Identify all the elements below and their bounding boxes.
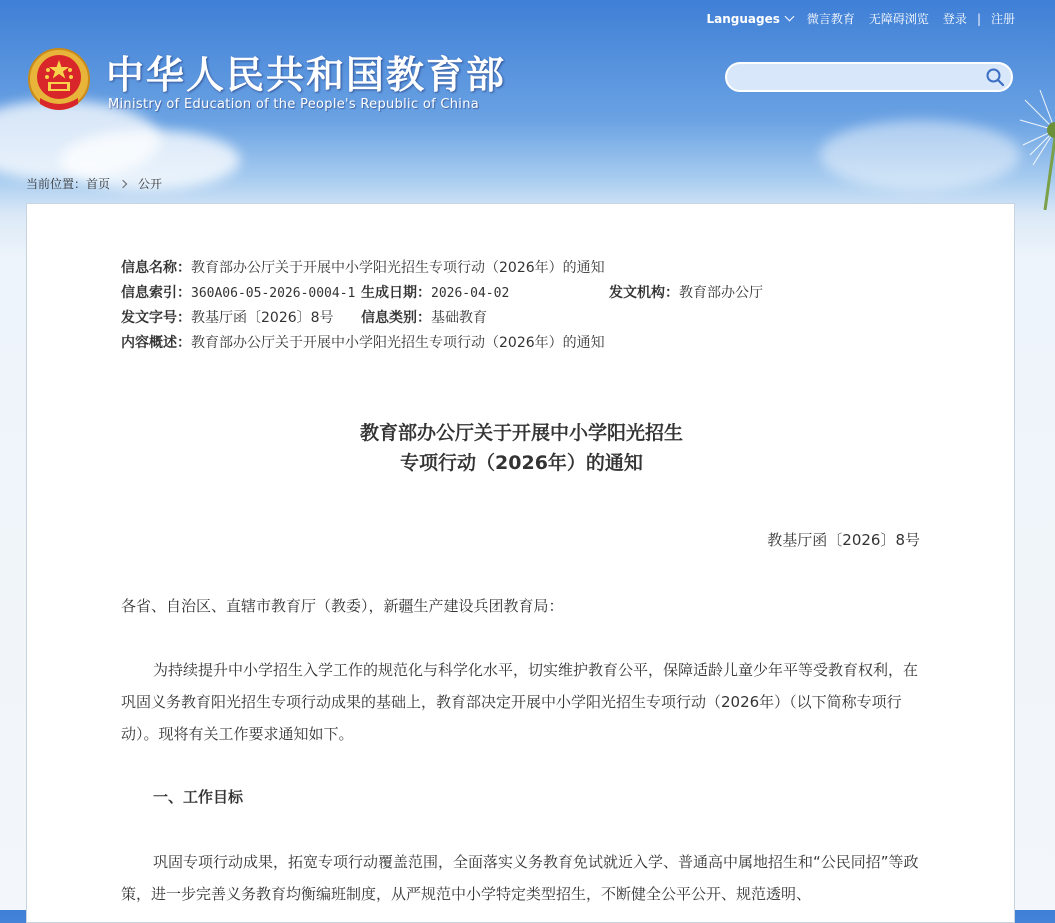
search-input[interactable] bbox=[739, 67, 983, 89]
chevron-down-icon bbox=[784, 12, 794, 22]
section-heading: 一、工作目标 bbox=[153, 788, 244, 806]
meta-issuer-value: 教育部办公厅 bbox=[679, 285, 763, 301]
meta-index-label: 信息索引： bbox=[121, 285, 191, 301]
meta-category-label: 信息类别： bbox=[361, 310, 431, 326]
meta-summary-label: 内容概述： bbox=[121, 335, 191, 351]
document-title bbox=[27, 418, 1016, 478]
languages-label: Languages bbox=[706, 11, 780, 26]
meta-date-value: 2026-04-02 bbox=[431, 286, 510, 301]
login-link[interactable]: 登录 bbox=[942, 12, 967, 26]
document-title-line2: 专项行动（2026年）的通知 bbox=[400, 452, 643, 474]
meta-category-value: 基础教育 bbox=[431, 310, 487, 326]
breadcrumb-prefix: 当前位置： bbox=[26, 177, 87, 191]
meta-date-label: 生成日期： bbox=[361, 285, 431, 301]
accessible-browse-link[interactable]: 无障碍浏览 bbox=[868, 12, 929, 26]
meta-issuer-label: 发文机构： bbox=[609, 285, 679, 301]
document-paragraph: 为持续提升中小学招生入学工作的规范化与科学化水平，切实维护教育公平，保障适龄儿童少年平等受教育权利，在巩固义务教育阳光招生专项行动成果的基础上，教育部决定开展中小学阳光招生专项行动（2026年）（以下简称专项行动）。现将有关工作要求通知如下。 bbox=[121, 661, 919, 743]
document-title-line1: 教育部办公厅关于开展中小学阳光招生 bbox=[359, 422, 683, 444]
register-link[interactable]: 注册 bbox=[990, 12, 1015, 26]
meta-row-docno bbox=[121, 306, 605, 331]
meta-docno-value: 教基厅函〔2026〕8号 bbox=[191, 310, 334, 326]
chevron-right-icon bbox=[119, 179, 127, 187]
breadcrumb-home[interactable]: 首页 bbox=[86, 177, 111, 191]
breadcrumb bbox=[26, 175, 162, 192]
weibo-link[interactable]: 微言教育 bbox=[806, 12, 855, 26]
nav-separator: | bbox=[976, 11, 981, 26]
document-addressee: 各省、自治区、直辖市教育厅（教委），新疆生产建设兵团教育局： bbox=[121, 597, 564, 615]
meta-docno-label: 发文字号： bbox=[121, 310, 191, 326]
meta-row-summary bbox=[121, 331, 605, 356]
top-navigation bbox=[693, 10, 1016, 27]
site-header bbox=[0, 0, 1055, 200]
meta-name-label: 信息名称： bbox=[121, 260, 191, 276]
site-subtitle: Ministry of Education of the People's Republic of China bbox=[108, 97, 480, 112]
meta-name-value: 教育部办公厅关于开展中小学阳光招生专项行动（2026年）的通知 bbox=[191, 260, 605, 276]
search-box bbox=[725, 62, 1013, 92]
info-metadata bbox=[121, 256, 763, 356]
breadcrumb-current[interactable]: 公开 bbox=[138, 177, 163, 191]
content-panel bbox=[26, 203, 1015, 923]
document-number: 教基厅函〔2026〕8号 bbox=[767, 531, 920, 549]
meta-row-index bbox=[121, 281, 763, 306]
national-emblem-icon bbox=[26, 46, 92, 116]
dandelion-decoration-icon bbox=[995, 60, 1055, 210]
document-paragraph: 巩固专项行动成果，拓宽专项行动覆盖范围，全面落实义务教育免试就近入学、普通高中属地招生和“公民同招”等政策，进一步完善义务教育均衡编班制度，从严规范中小学特定类型招生，不断健全公平公开、规范透明、 bbox=[121, 853, 919, 903]
languages-dropdown[interactable] bbox=[707, 12, 793, 26]
meta-summary-value: 教育部办公厅关于开展中小学阳光招生专项行动（2026年）的通知 bbox=[191, 335, 605, 351]
site-title: 中华人民共和国教育部 bbox=[106, 52, 507, 97]
meta-index-value: 360A06-05-2026-0004-1 bbox=[191, 286, 356, 301]
meta-row-name bbox=[121, 256, 605, 281]
